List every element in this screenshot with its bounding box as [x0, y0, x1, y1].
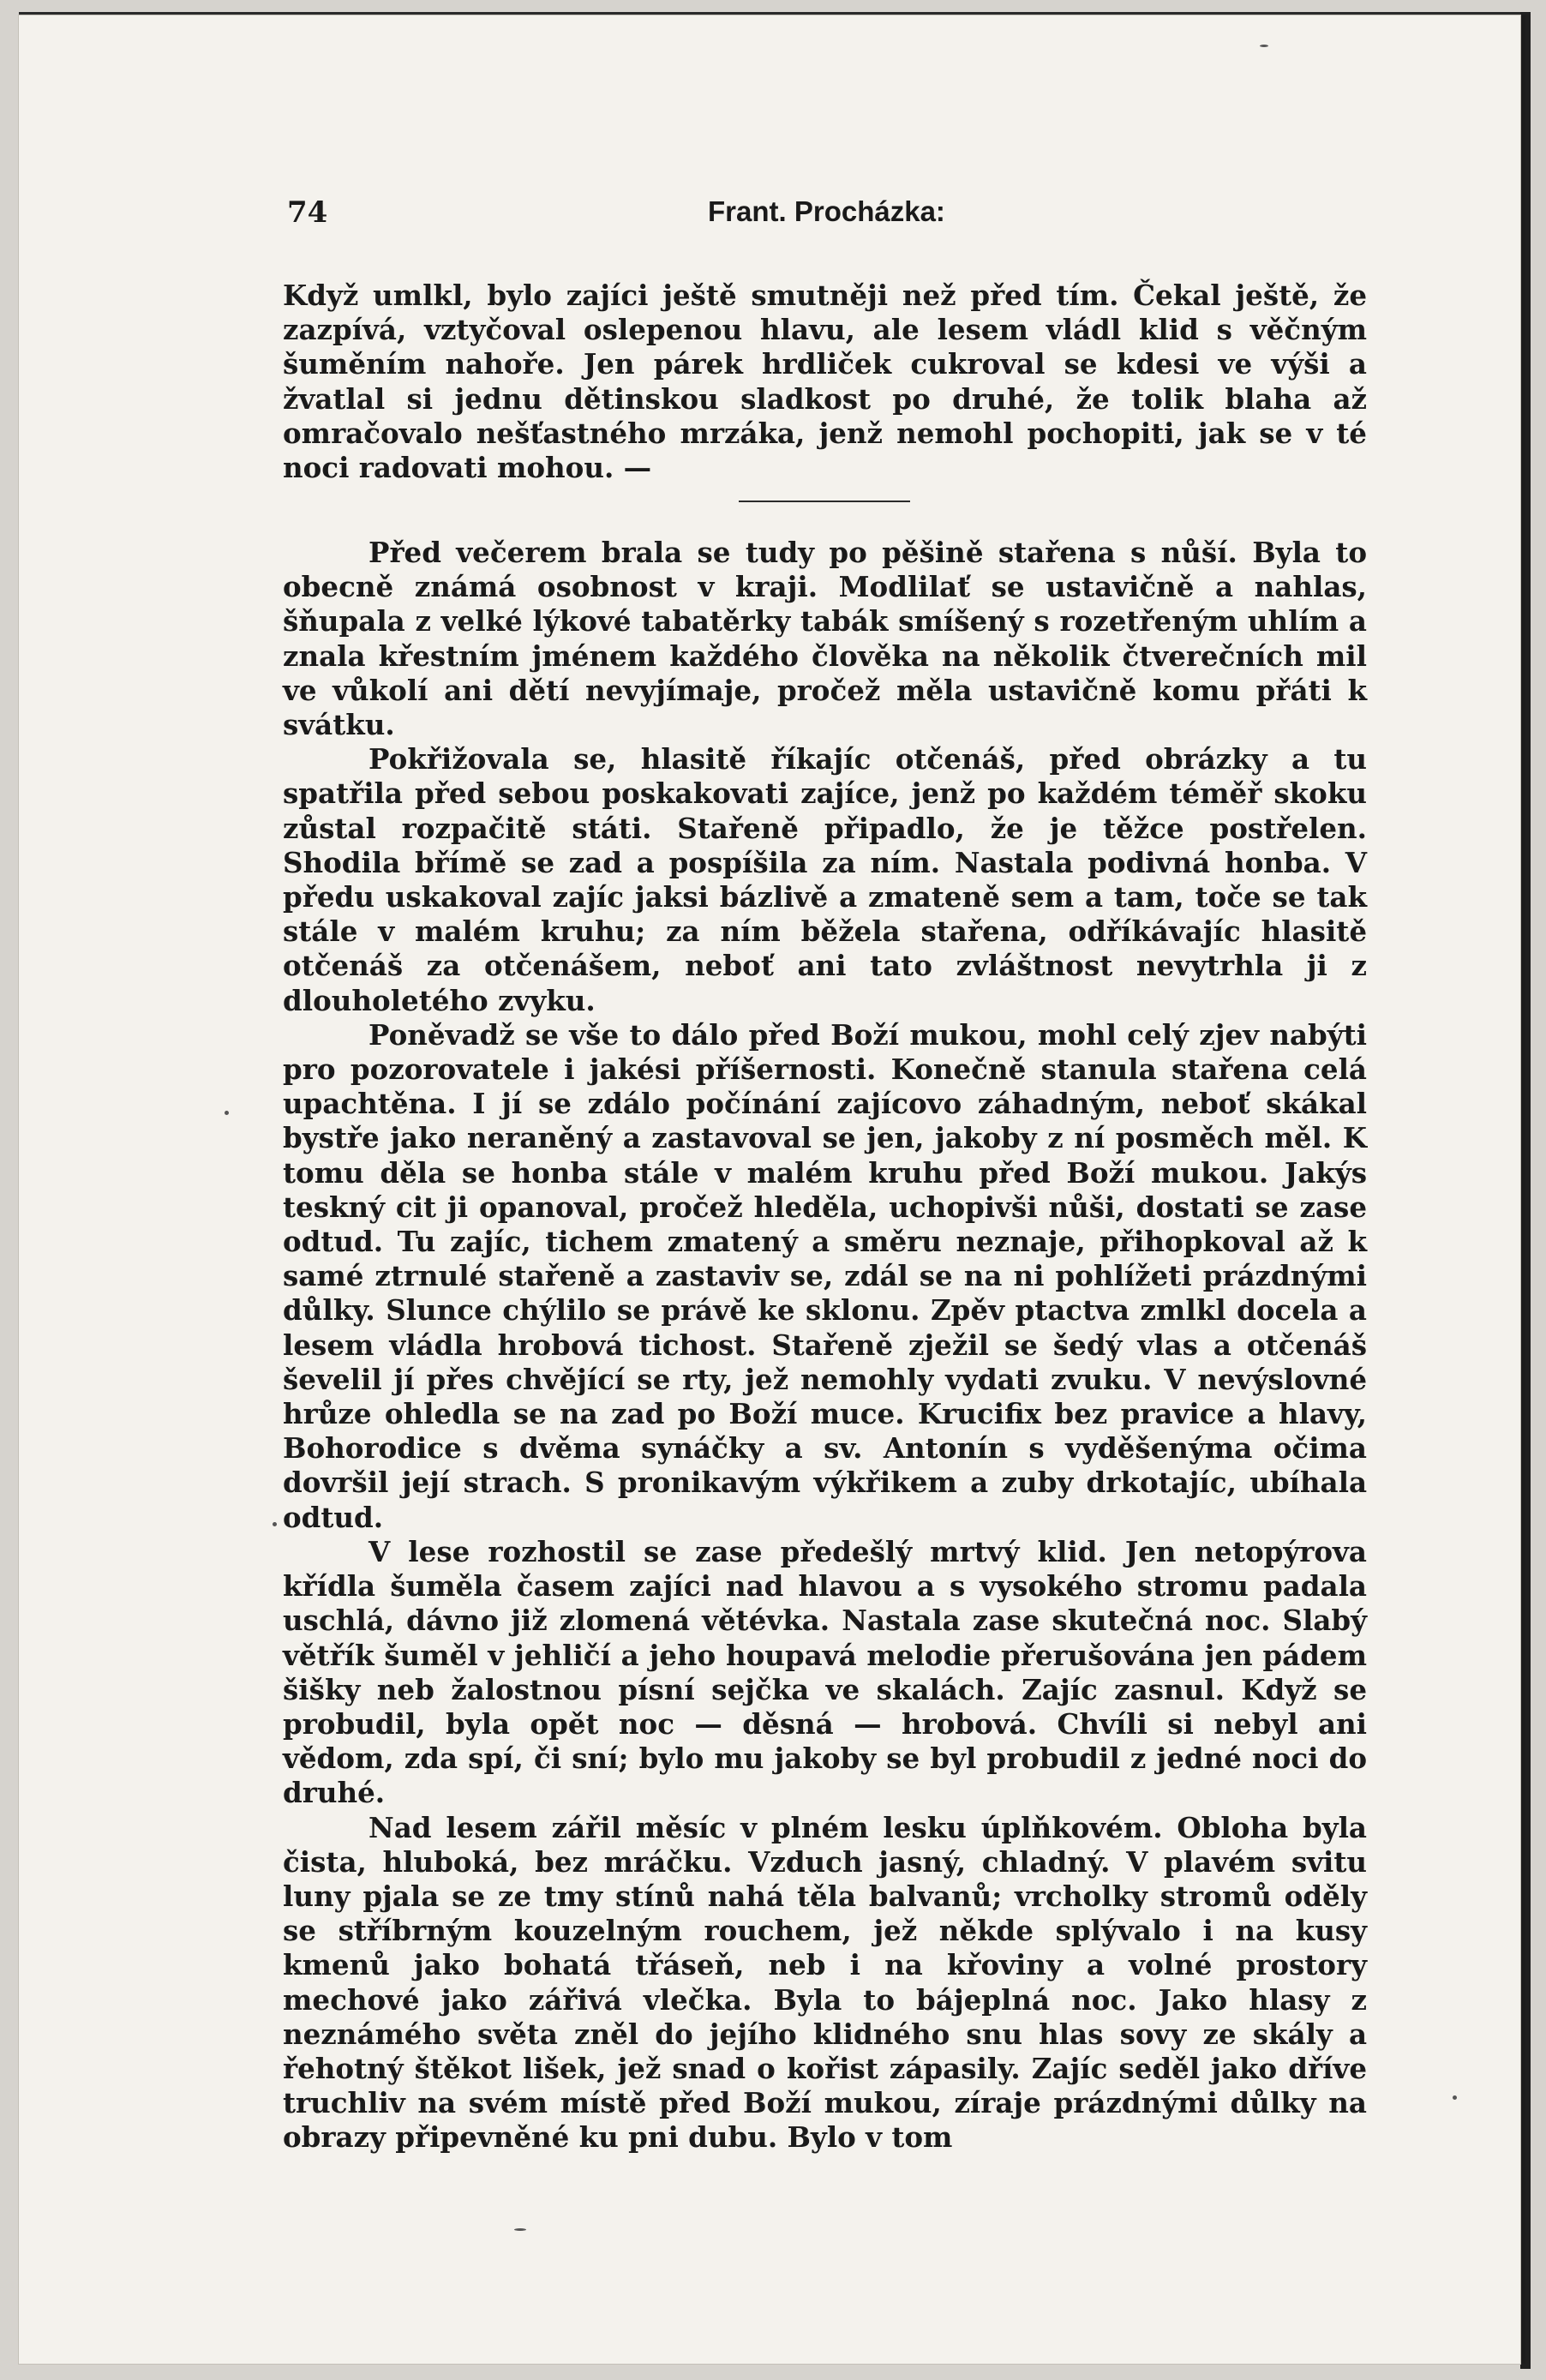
section-divider: [739, 501, 910, 502]
paragraph: Když umlkl, bylo zajíci ještě smutněji než před tím. Čekal ještě, že zazpívá, vztyčoval oslepenou hlavu, ale lesem vládl klid s věčným šuměním nahoře. Jen párek hrdliček cukroval se kdesi ve výši a žvatlal si jednu dětinskou sladkost po druhé, že tolik blaha až omračovalo nešťastného mrzáka, jenž nemohl pochopiti, jak se v té noci radovati mohou. —: [283, 279, 1367, 485]
paragraph: Nad lesem zářil měsíc v plném lesku úplňkovém. Obloha byla čista, hluboká, bez mráčku. Vzduch jasný, chladný. V plavém svitu luny pjala se ze tmy stínů nahá těla balvanů; vrcholky stromů oděly se stříbrným kouzelným rouchem, jež někde splývalo i na kusy kmenů jako bohatá třáseň, neb i na křoviny a volné prostory mechové jako zářivá vlečka. Byla to bájeplná noc. Jako hlasy z neznámého světa zněl do jejího klidného snu hlas sovy ze skály a řehotný štěkot lišek, jež snad o kořist zápasily. Zajíc seděl jako dříve truchliv na svém místě před Boží mukou, zíraje prázdnými důlky na obrazy připevněné ku pni dubu. Bylo v tom: [283, 1810, 1367, 2155]
paragraph: V lese rozhostil se zase předešlý mrtvý klid. Jen netopýrova křídla šuměla časem zajíci nad hlavou a s vysokého stromu padala uschlá, dávno již zlomená větévka. Nastala zase skutečná noc. Slabý větřík šuměl v jehličí a jeho houpavá melodie přerušována jen pádem šišky neb žalostnou písní sejčka ve skalách. Zajíc zasnul. Když se probudil, byla opět noc — děsná — hrobová. Chvíli si nebyl ani vědom, zda spí, či sní; bylo mu jakoby se byl probudil z jedné noci do druhé.: [283, 1534, 1367, 1810]
paper-speck: [225, 1111, 229, 1115]
paragraph: Pokřižovala se, hlasitě říkajíc otčenáš, před obrázky a tu spatřila před sebou poskakovati zajíce, jenž po každém téměř skoku zůstal rozpačitě státi. Stařeně připadlo, že je těžce postřelen. Shodila břímě se zad a pospíšila za ním. Nastala podivná honba. V předu uskakoval zajíc jaksi bázlivě a zmateně sem a tam, toče se tak stále v malém kruhu; za ním běžela stařena, odříkávajíc hlasitě otčenáš za otčenášem, neboť ani tato zvláštnost nevytrhla ji z dlouholetého zvyku.: [283, 742, 1367, 1017]
paper-speck: [1260, 45, 1268, 47]
page-right-edge: [1520, 12, 1531, 2369]
paragraph: Před večerem brala se tudy po pěšině stařena s nůší. Byla to obecně známá osobnost v kraji. Modlilať se ustavičně a nahlas, šňupala z velké lýkové tabatěrky tabák smíšený s rozetřeným uhlím a znala křestním jménem každého člověka na několik čtverečních mil ve vůkolí ani dětí nevyjímaje, pročež měla ustavičně komu přáti k svátku.: [283, 536, 1367, 742]
text-block-after-divider: [283, 536, 1367, 2155]
page-header: [287, 195, 1367, 238]
paper-speck: [514, 2228, 526, 2231]
paragraph: Poněvadž se vše to dálo před Boží mukou, mohl celý zjev nabýti pro pozorovatele i jakési příšernosti. Konečně stanula stařena celá upachtěna. I jí se zdálo počínání zajícovo záhadným, neboť skákal bystře jako neraněný a zastavoval se jen, jakoby z ní posměch měl. K tomu děla se honba stále v malém kruhu před Boží mukou. Jakýs teskný cit ji opanoval, pročež hleděla, uchopivši nůši, dostati se zase odtud. Tu zajíc, tichem zmatený a směru neznaje, přihopkoval až k samé ztrnulé stařeně a zastaviv se, zdál se na ni pohlížeti prázdnými důlky. Slunce chýlilo se právě ke sklonu. Zpěv ptactva zmlkl docela a lesem vládla hrobová tichost. Stařeně zježil se šedý vlas a otčenáš ševelil jí přes chvějící se rty, jež nemohly vydati zvuku. V nevýslovné hrůze ohledla se na zad po Boží muce. Krucifix bez pravice a hlavy, Bohorodice s dvěma synáčky a sv. Antonín s vyděšenýma očima dovršil její strach. S pronikavým výkřikem a zuby drkotajíc, ubíhala odtud.: [283, 1017, 1367, 1534]
text-block-before-divider: [283, 279, 1367, 485]
paper-speck: [273, 1522, 277, 1526]
page-number: 74: [287, 195, 328, 230]
paper-speck: [1453, 2095, 1457, 2100]
running-head: Frant. Procházka:: [708, 195, 945, 227]
